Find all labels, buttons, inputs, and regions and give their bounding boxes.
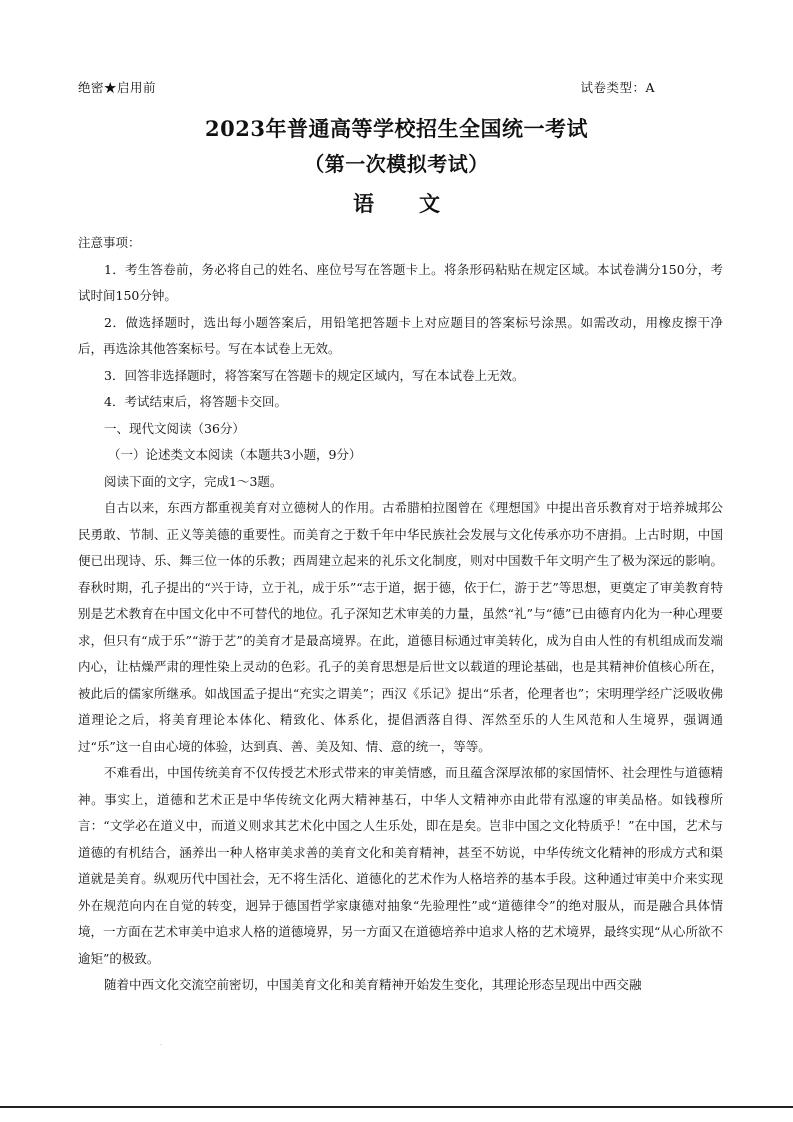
section-heading: 一、现代文阅读（36分） — [104, 420, 245, 436]
subject-title: 语 文 — [353, 191, 452, 216]
scan-dot: · — [160, 1042, 162, 1049]
note-item: 3．回答非选择题时，将答案写在答题卡的规定区域内，写在本试卷上无效。 — [104, 367, 525, 383]
page-bottom-rule — [0, 1106, 793, 1108]
passage-paragraph: 不难看出，中国传统美育不仅传授艺术形式带来的审美情感，而且蕴含深厚浓郁的家国情怀、社会理性与道德精神。事实上，道德和艺术正是中华传统文化两大精神基石，中华人文精神亦由此带有泓邃的审美品格。如钱穆所言：“文学必在道义中，而道义则求其艺术化中国之人生乐处，即在是矣。岂非中国之文化特质乎！”在中国，艺术与道德的有机结合，涵养出一种人格审美求善的美育文化和美育精神，甚至不妨说，中华传统文化精神的形成方式和渠道就是美育。纵观历代中国社会，无不将生活化、道德化的艺术作为人格培养的基本手段。这种通过审美中介来实现外在规范向内在自觉的转变，迥异于德国哲学家康德对抽象“先验理性”或“道德律令”的绝对服从，而是融合具体情境，一方面在艺术审美中追求人格的道德境界，另一方面又在道德培养中追求人格的艺术境界，最终实现“从心所欲不逾矩”的极致。 — [78, 765, 723, 966]
confidential-label: 绝密★启用前 — [78, 80, 157, 95]
note-item: 1．考生答卷前，务必将自己的姓名、座位号写在答题卡上。将条形码粘贴在规定区域。本试卷满分150分，考试时间150分钟。 — [78, 261, 723, 303]
paper-type-label: 试卷类型：A — [580, 80, 655, 95]
passage-paragraph: 随着中西文化交流空前密切，中国美育文化和美育精神开始发生变化，其理论形态呈现出中西交融 — [104, 977, 642, 992]
passage-paragraph: 自古以来，东西方都重视美育对立德树人的作用。古希腊柏拉图曾在《理想国》中提出音乐教育对于培养城邦公民勇敢、节制、正义等美德的重要性。而美育之于数千年中华民族社会发展与文化传承亦功不唐捐。上古时期，中国便已出现诗、乐、舞三位一体的乐教；西周建立起来的礼乐文化制度，则对中国数千年文明产生了极为深远的影响。春秋时期，孔子提出的“兴于诗，立于礼，成于乐”“志于道，据于德，依于仁，游于艺”等思想，更奠定了审美教育特别是艺术教育在中国文化中不可替代的地位。孔子深知艺术审美的力量，虽然“礼”与“德”已由德育内化为一种心理要求，但只有“成于乐”“游于艺”的美育才是最高境界。在此，道德目标通过审美转化，成为自由人性的有机组成而发端内心，让枯燥严肃的理性染上灵动的色彩。孔子的美育思想是后世文以载道的理论基础，也是其精神价值核心所在，被此后的儒家所继承。如战国孟子提出“充实之谓美”；西汉《乐记》提出“乐者，伦理者也”；宋明理学经广泛吸收佛道理论之后，将美育理论本体化、精致化、体系化，提倡洒落自得、浑然至乐的人生风范和人生境界，强调通过“乐”这一自由心境的体验，达到真、善、美及知、情、意的统一，等等。 — [78, 500, 723, 754]
exam-body — [78, 230, 723, 999]
note-item: 4．考试结束后，将答题卡交回。 — [104, 394, 287, 409]
reading-instruction: 阅读下面的文字，完成1～3题。 — [104, 473, 283, 489]
subsection-heading: （一）论述类文本阅读（本题共3小题，9分） — [108, 447, 362, 462]
exam-subtitle: （第一次模拟考试） — [304, 152, 489, 176]
exam-title: 2023年普通高等学校招生全国统一考试 — [205, 116, 588, 141]
note-item: 2．做选择题时，选出每小题答案后，用铅笔把答题卡上对应题目的答案标号涂黑。如需改动，用橡皮擦干净后，再选涂其他答案标号。写在本试卷上无效。 — [78, 314, 723, 356]
notes-heading: 注意事项： — [78, 235, 141, 250]
reading-passage — [78, 495, 723, 999]
